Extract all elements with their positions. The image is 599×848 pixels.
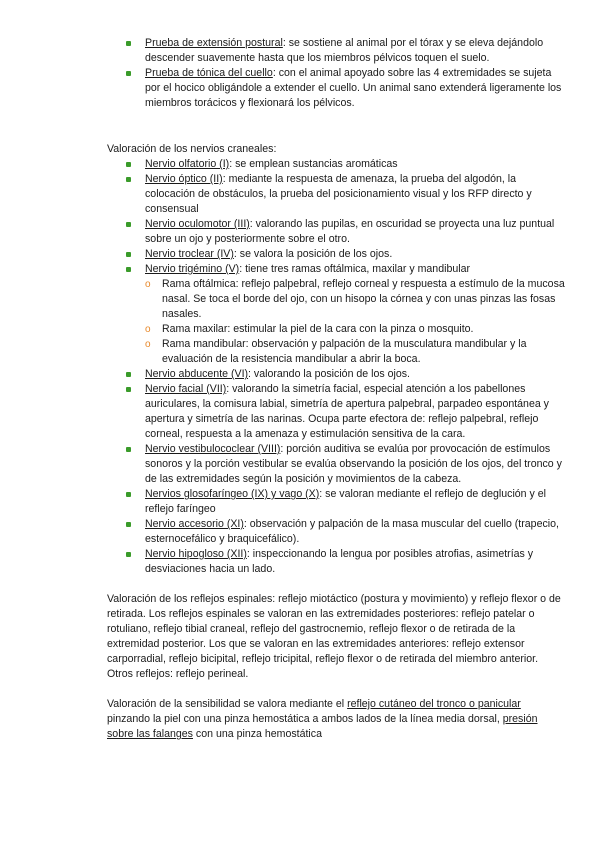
sub-list-item xyxy=(145,337,565,367)
list-item-term: Nervio accesorio (XI) xyxy=(145,518,244,530)
list-item-text: : se valora la posición de los ojos. xyxy=(233,248,393,260)
list-item-text: : tiene tres ramas oftálmica, maxilar y mandibular xyxy=(239,263,470,275)
list-item xyxy=(107,382,565,442)
document-page xyxy=(107,36,565,742)
list-item xyxy=(107,36,565,66)
list-item-text: : observación y palpación de la masa muscular del cuello (trapecio, esternocefálico y braquicefálico). xyxy=(145,518,559,545)
list-item-term: Nervio oculomotor (III) xyxy=(145,218,250,230)
cranial-nerves-heading: Valoración de los nervios craneales: xyxy=(107,143,277,155)
spinal-reflexes-paragraph: Valoración de los reflejos espinales: reflejo miotáctico (postura y movimiento) y reflejo flexor o de retirada. Los reflejos espinales se valoran en las extremidades posteriores: reflejo patelar o rotuliano, reflejo tibial craneal, reflejo del gastrocnemio, reflejo flexor o de retirada de la extremidad posterior. Los que se valoran en las extremidades anteriores: reflejo extensor carporradial, reflejo bicipital, reflejo tricipital, reflejo flexor o de retirada del miembro anterior. Otros reflejos: reflejo perineal. xyxy=(107,593,561,680)
text-span: pinzando la piel con una pinza hemostática a ambos lados de la línea media dorsal, xyxy=(107,713,503,725)
list-item-term: Nervio vestibulococlear (VIII) xyxy=(145,443,281,455)
list-item-text: : se valoran mediante el reflejo de deglución y el reflejo faríngeo xyxy=(145,488,547,515)
square-bullet-icon xyxy=(126,447,131,452)
list-item-text: : se sostiene al animal por el tórax y se eleva dejándolo descender suavemente hasta que los miembros pélvicos toquen el suelo. xyxy=(145,37,544,64)
text-span: Valoración de la sensibilidad se valora mediante el xyxy=(107,698,348,710)
text-span: con una pinza hemostática xyxy=(192,728,322,740)
list-item xyxy=(107,367,565,382)
postural-tests-list xyxy=(107,36,565,111)
list-item xyxy=(107,547,565,577)
sub-list-item-text: Rama maxilar: estimular la piel de la cara con la pinza o mosquito. xyxy=(162,323,474,335)
square-bullet-icon xyxy=(126,252,131,257)
list-item xyxy=(107,487,565,517)
square-bullet-icon xyxy=(126,222,131,227)
underlined-term: presión sobre las falanges xyxy=(107,713,538,740)
sub-list-item xyxy=(145,322,565,337)
list-item-term: Nervios glosofaríngeo (IX) y vago (X) xyxy=(145,488,320,500)
underlined-term: reflejo cutáneo del tronco o panicular xyxy=(347,698,521,710)
circle-bullet-icon: o xyxy=(145,279,151,290)
square-bullet-icon xyxy=(126,372,131,377)
sub-list-item xyxy=(145,277,565,322)
circle-bullet-icon: o xyxy=(145,339,151,350)
list-item-term: Nervio olfatorio (I) xyxy=(145,158,230,170)
list-item-text: : mediante la respuesta de amenaza, la prueba del algodón, la colocación de obstáculos, la prueba del posicionamiento visual y los RFP directo y consensual xyxy=(145,173,532,215)
square-bullet-icon xyxy=(126,267,131,272)
square-bullet-icon xyxy=(126,552,131,557)
list-item-term: Nervio troclear (IV) xyxy=(145,248,234,260)
list-item xyxy=(107,172,565,217)
sensitivity-paragraph xyxy=(107,697,565,742)
list-item xyxy=(107,517,565,547)
list-item-text: : inspeccionando la lengua por posibles atrofias, asimetrías y desviaciones hacia un lado. xyxy=(145,548,534,575)
list-item-text: : valorando la posición de los ojos. xyxy=(248,368,410,380)
trigemino-branches-list xyxy=(145,277,565,367)
square-bullet-icon xyxy=(126,177,131,182)
list-item-text: : se emplean sustancias aromáticas xyxy=(229,158,398,170)
list-item-term: Nervio abducente (VI) xyxy=(145,368,249,380)
square-bullet-icon xyxy=(126,387,131,392)
list-item-term: Nervio óptico (II) xyxy=(145,173,223,185)
list-item xyxy=(107,262,565,367)
list-item-term: Prueba de extensión postural xyxy=(145,37,283,49)
list-item-text: : porción auditiva se evalúa por provocación de estímulos sonoros y la porción vestibular se evalúa observando la posición de los ojos, del tronco y de las extremidades según la posición y movimientos de la cabeza. xyxy=(145,443,562,485)
list-item xyxy=(107,66,565,111)
list-item-text: : con el animal apoyado sobre las 4 extremidades se sujeta por el hocico obligándole a extender el cuello. Un animal sano extenderá ligeramente los miembros torácicos y flexionará los pélvicos. xyxy=(145,67,562,109)
list-item-text: : valorando la simetría facial, especial atención a los pabellones auriculares, la comisura labial, simetría de apertura palpebral, parpadeo espontánea y apertura y simetría de las narinas. Ocupa parte efectora de: reflejo palpebral, reflejo corneal, respuesta a la amenaza y estimulación sensitiva de la cara. xyxy=(145,383,549,440)
sub-list-item-text: Rama oftálmica: reflejo palpebral, reflejo corneal y respuesta a estímulo de la mucosa nasal. Se toca el borde del ojo, con un hisopo la córnea y con unas pinzas las fosas nasales. xyxy=(162,278,565,320)
square-bullet-icon xyxy=(126,41,131,46)
sub-list-item-text: Rama mandibular: observación y palpación de la musculatura mandibular y la evaluación de la resistencia mandibular a abrir la boca. xyxy=(162,338,527,365)
square-bullet-icon xyxy=(126,71,131,76)
list-item-term: Nervio facial (VII) xyxy=(145,383,227,395)
list-item-term: Nervio hipogloso (XII) xyxy=(145,548,247,560)
list-item xyxy=(107,217,565,247)
square-bullet-icon xyxy=(126,522,131,527)
list-item xyxy=(107,442,565,487)
list-item xyxy=(107,157,565,172)
cranial-nerves-list xyxy=(107,157,565,577)
list-item-term: Prueba de tónica del cuello xyxy=(145,67,273,79)
circle-bullet-icon: o xyxy=(145,324,151,335)
list-item-text: : valorando las pupilas, en oscuridad se proyecta una luz puntual sobre un ojo y posteriormente sobre el otro. xyxy=(145,218,555,245)
square-bullet-icon xyxy=(126,492,131,497)
square-bullet-icon xyxy=(126,162,131,167)
list-item-term: Nervio trigémino (V) xyxy=(145,263,240,275)
list-item xyxy=(107,247,565,262)
